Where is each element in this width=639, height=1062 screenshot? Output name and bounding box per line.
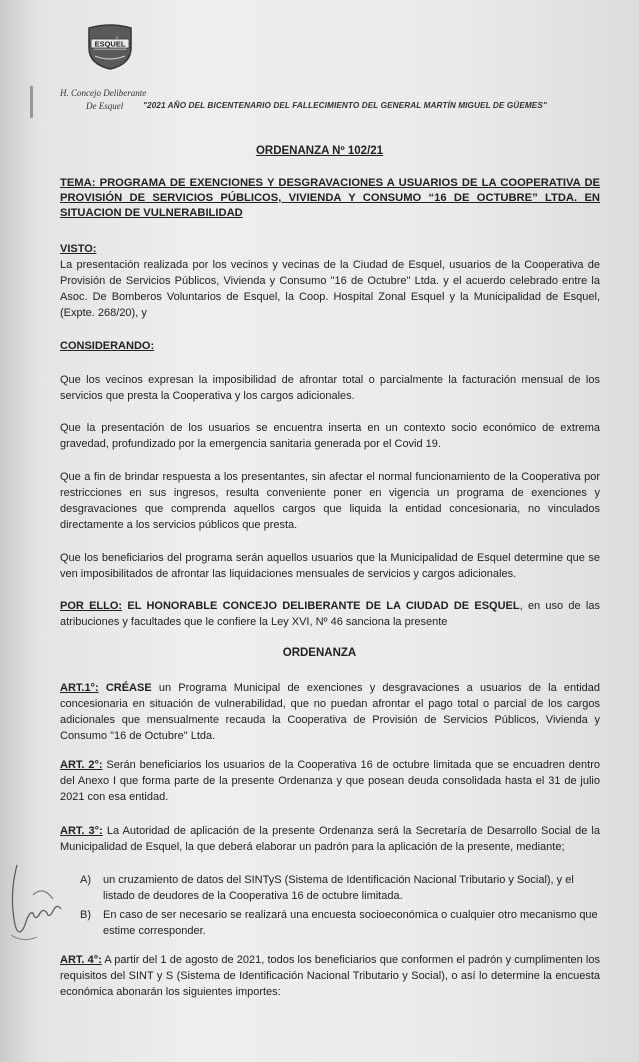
article-1-label: ART.1°: bbox=[60, 682, 99, 694]
council-name: H. Concejo Deliberante bbox=[60, 88, 147, 98]
article-3-text: La Autoridad de aplicación de la presente Ordenanza será la Secretaría de Desarrollo Social de la Municipalidad de Esquel, la que deberá elaborar un padrón para la aplicación de la presente, mediante; bbox=[60, 825, 600, 853]
considerando-paragraph-1: Que los vecinos expresan la imposibilidad de afrontar total o parcialmente la facturación mensual de los servicios que presta la Cooperativa y los cargos adicionales. bbox=[60, 374, 600, 402]
ordinance-title: ORDENANZA Nº 102/21 bbox=[255, 145, 384, 157]
article-3 bbox=[60, 823, 600, 855]
considerando-paragraph-3: Que a fin de brindar respuesta a los presentantes, sin afectar el normal funcionamiento de la Cooperativa por restricciones en sus ingresos, resulta conveniente poner en vigencia un programa de exenciones y desgravaciones que comprenda aquellos cargos que liquida la entidad concesionaria, no vinculados directamente a los servicios públicos que presta. bbox=[60, 471, 600, 531]
por-ello-paragraph bbox=[60, 598, 600, 630]
council-city: De Esquel bbox=[86, 101, 124, 111]
visto-text: La presentación realizada por los vecinos y vecinas de la Ciudad de Esquel, usuarios de la Cooperativa de Provisión de Servicios Públicos, Vivienda y Consumo "16 de Octubre" Ltda. y el acuerdo celebrado entre la Asoc. De Bomberos Voluntarios de Esquel, la Coop. Hospital Zonal Esquel y la Municipalidad de Esquel, (Expte. 268/20), y bbox=[60, 259, 600, 319]
por-ello-text: , en uso de las atribuciones y facultades que le confiere la Ley XVI, Nº 46 sanciona la presente bbox=[60, 600, 600, 628]
handwritten-signature-icon bbox=[3, 855, 73, 945]
article-2 bbox=[60, 757, 600, 805]
svg-text:ESQUEL: ESQUEL bbox=[94, 39, 126, 49]
left-margin-mark bbox=[30, 86, 33, 118]
article-1 bbox=[60, 680, 600, 744]
article-4-label: ART. 4°: bbox=[60, 954, 102, 966]
article-2-text: Serán beneficiarios los usuarios de la Cooperativa 16 de octubre limitada que se encuadren dentro del Anexo I que forma parte de la presente Ordenanza y que posean deuda consolidada hasta el 31 de julio 2021 con esa entidad. bbox=[60, 759, 600, 803]
por-ello-label: POR ELLO: bbox=[60, 600, 123, 612]
considerando-paragraph-2: Que la presentación de los usuarios se encuentra inserta en un contexto socio económico de extrema gravedad, profundizado por la emergencia sanitaria generada por el Covid 19. bbox=[60, 422, 600, 450]
considerando-paragraph-4: Que los beneficiarios del programa serán aquellos usuarios que la Municipalidad de Esquel determine que se ven imposibilitados de afrontar las liquidaciones mensuales de servicios y cargos adicionales. bbox=[60, 552, 600, 580]
article-4-text: A partir del 1 de agosto de 2021, todos los beneficiarios que conformen el padrón y cumplimenten los requisitos del SINT y S (Sistema de Identificación Nacional Tributario y Social), o así lo determine la encuesta económica abonarán los siguientes importes: bbox=[60, 954, 600, 998]
municipal-seal-icon bbox=[85, 22, 135, 70]
article-2-label: ART. 2°: bbox=[60, 759, 103, 771]
list-item-b-label: B) bbox=[80, 909, 91, 921]
considerando-heading: CONSIDERANDO: bbox=[60, 340, 155, 352]
por-ello-council: EL HONORABLE CONCEJO DELIBERANTE DE LA CIUDAD DE ESQUEL bbox=[122, 600, 520, 612]
ordenanza-heading: ORDENANZA bbox=[282, 647, 357, 659]
list-item-a-text: un cruzamiento de datos del SINTyS (Sistema de Identificación Nacional Tributario y Social), y el listado de deudores de la Cooperativa 16 de octubre limitada. bbox=[103, 874, 574, 902]
article-3-label: ART. 3°: bbox=[60, 825, 103, 837]
year-motto: "2021 AÑO DEL BICENTENARIO DEL FALLECIMIENTO DEL GENERAL MARTÍN MIGUEL DE GÜEMES" bbox=[143, 101, 547, 110]
article-1-verb: CRÉASE bbox=[98, 682, 152, 694]
list-item-b-text: En caso de ser necesario se realizará una encuesta socioeconómica o cualquier otro mecanismo que estime corresponder. bbox=[103, 909, 598, 937]
list-item-a-label: A) bbox=[80, 874, 91, 886]
article-1-text: un Programa Municipal de exenciones y desgravaciones a usuarios de la entidad concesionaria en situación de vulnerabilidad, que no puedan afrontar el pago total o parcial de los cargos adicionales que mensualmente recauda la Cooperativa de Provisión de Servicios Públicos, Vivienda y Consumo "16 de Octubre" Ltda. bbox=[60, 682, 601, 742]
subject-heading: TEMA: PROGRAMA DE EXENCIONES Y DESGRAVACIONES A USUARIOS DE LA COOPERATIVA DE PROVISIÓN DE SERVICIOS PÚBLICOS, VIVIENDA Y CONSUMO “16 DE OCTUBRE” LTDA. EN SITUACION DE VULNERABILIDAD bbox=[60, 177, 600, 219]
article-4 bbox=[60, 952, 600, 1000]
visto-heading: VISTO: bbox=[60, 243, 97, 255]
